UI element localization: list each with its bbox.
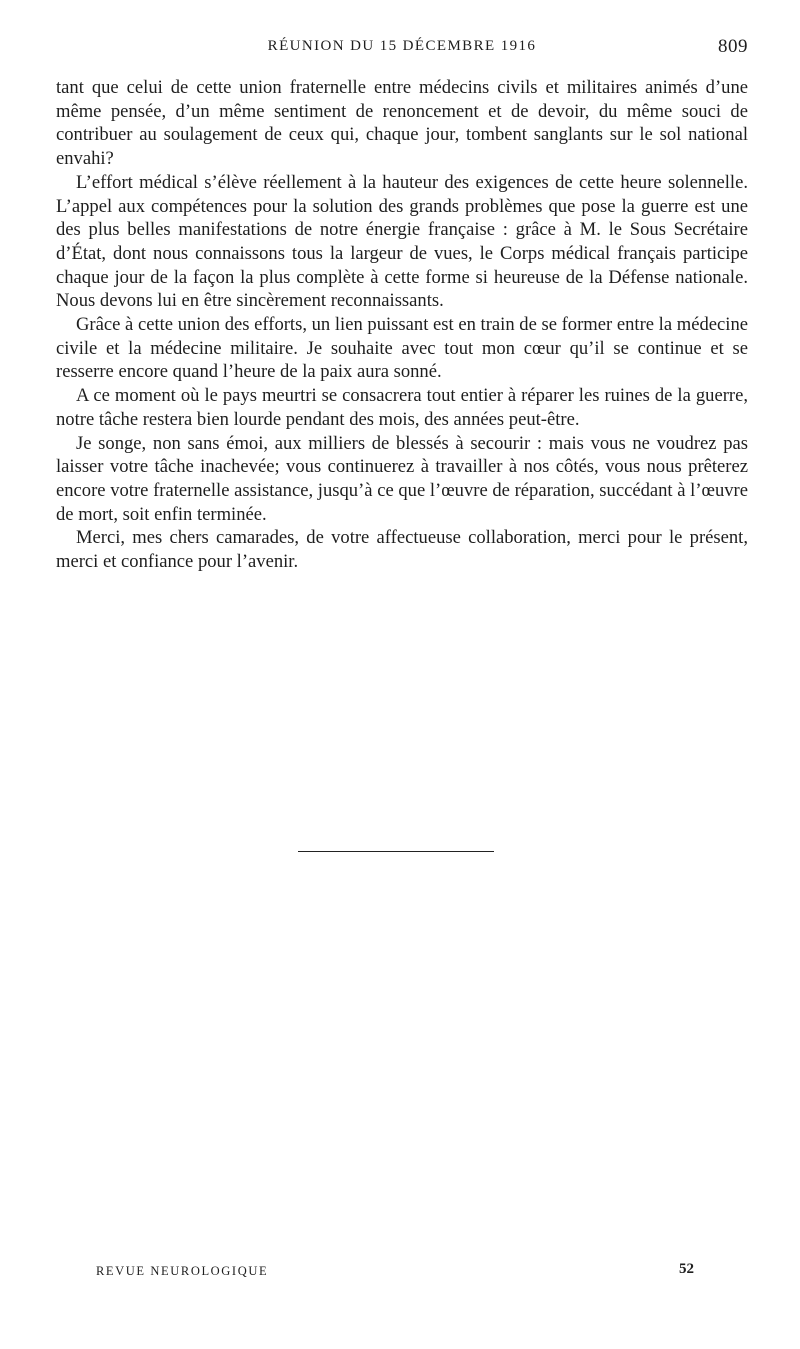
body-text <box>56 76 748 574</box>
header-title: RÉUNION DU 15 DÉCEMBRE 1916 <box>267 38 537 54</box>
paragraph: A ce moment où le pays meurtri se consacrera tout entier à réparer les ruines de la guerre, notre tâche restera bien lourde pendant des mois, des années peut-être. <box>56 385 748 430</box>
paragraph: L’effort médical s’élève réellement à la hauteur des exigences de cette heure solennelle. L’appel aux compétences pour la solution des grands problèmes que pose la guerre est une des plus belles manifestations de notre énergie française : grâce à M. le Sous Secrétaire d’État, dont nous connaissons tous la largeur de vues, le Corps médical français participe chaque jour de la façon la plus complète à cette forme si heureuse de la Défense nationale. Nous devons lui en être sincèrement reconnaissants. <box>56 171 748 312</box>
running-header <box>56 36 748 62</box>
journal-name: REVUE NEUROLOGIQUE <box>96 1264 269 1278</box>
section-divider <box>298 851 494 852</box>
paragraph: Merci, mes chers camarades, de votre affectueuse collaboration, merci pour le présent, merci et confiance pour l’avenir. <box>56 527 748 573</box>
paragraph: Je songe, non sans émoi, aux milliers de blessés à secourir : mais vous ne voudrez pas laisser votre tâche inachevée; vous continuerez à travailler à nos côtés, vous nous prêterez encore votre fraternelle assistance, jusqu’à ce que l’œuvre de réparation, succédant à l’œuvre de mort, soit enfin terminée. <box>56 432 748 525</box>
page-footer <box>96 1261 694 1285</box>
paragraph: Grâce à cette union des efforts, un lien puissant est en train de se former entre la médecine civile et la médecine militaire. Je souhaite avec tout mon cœur qu’il se continue et se resserre encore quand l’heure de la paix aura sonné. <box>56 314 748 383</box>
paragraph-continuation: tant que celui de cette union fraternelle entre médecins civils et militaires animés d’une même pensée, d’un même sentiment de renoncement et de devoir, du même souci de contribuer au soulagement de ceux qui, chaque jour, tombent sanglants sur le sol national envahi? <box>56 77 748 170</box>
page-number: 809 <box>718 36 748 57</box>
signature-mark: 52 <box>679 1261 694 1277</box>
